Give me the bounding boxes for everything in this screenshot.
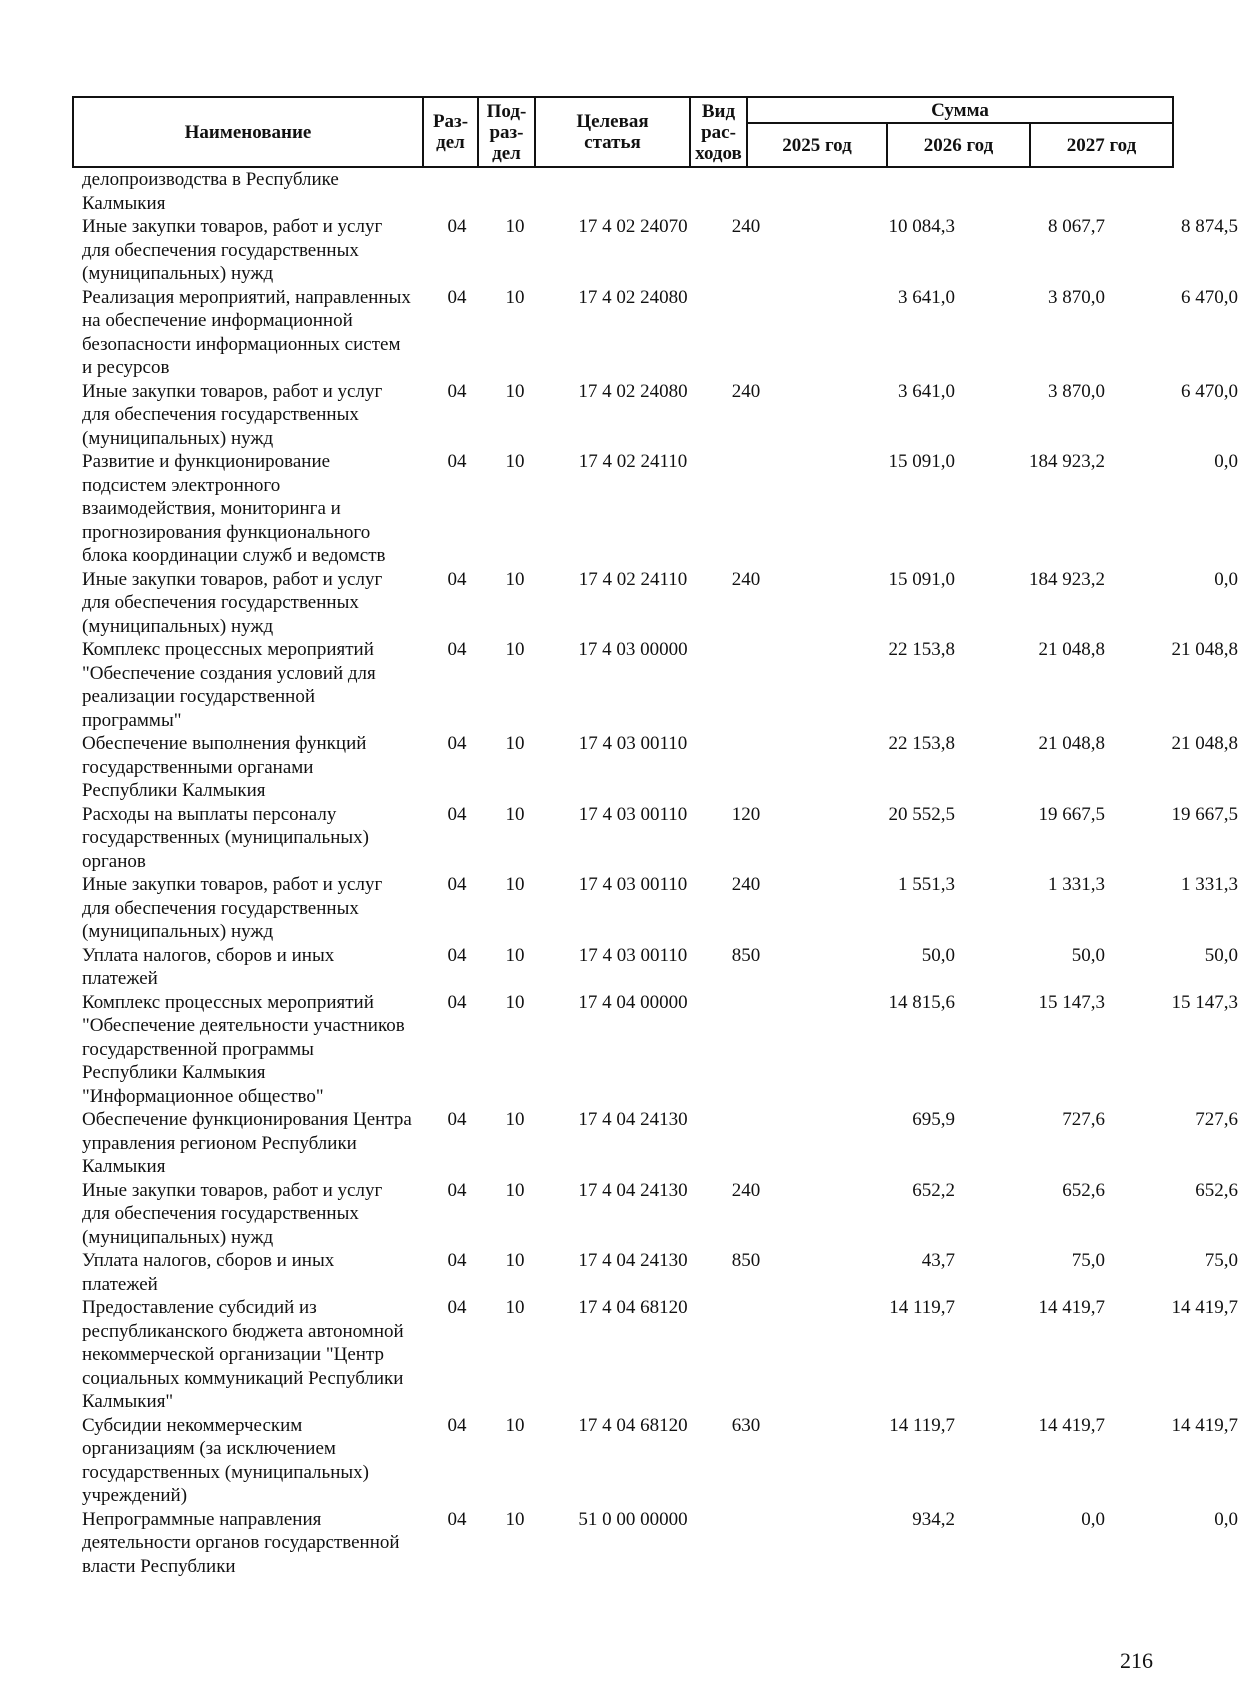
row-target-article: 17 4 03 00110 bbox=[578, 733, 688, 754]
row-sum-2027: 21 048,8 bbox=[1171, 733, 1238, 754]
row-podrazdel: 10 bbox=[505, 1109, 525, 1130]
row-name: Обеспечение выполнения функций государственными органами Республики Калмыкия bbox=[82, 733, 367, 801]
row-target-article: 17 4 04 00000 bbox=[578, 991, 688, 1013]
row-name: Иные закупки товаров, работ и услуг для обеспечения государственных (муниципальных) нужд bbox=[82, 1179, 383, 1248]
row-podrazdel: 10 bbox=[505, 639, 525, 660]
row-sum-2025: 14 119,7 bbox=[889, 1414, 955, 1436]
row-razdel: 04 bbox=[447, 1414, 467, 1436]
row-sum-2026: 75,0 bbox=[1071, 1250, 1105, 1271]
row-name: делопроизводства в Республике Калмыкия bbox=[82, 169, 339, 214]
row-sum-2027: 727,6 bbox=[1195, 1109, 1238, 1130]
header-year-2025: 2025 год bbox=[747, 123, 887, 167]
row-target-article: 17 4 04 24130 bbox=[578, 1179, 688, 1201]
row-name: Уплата налогов, сборов и иных платежей bbox=[82, 1250, 335, 1295]
header-name: Наименование bbox=[73, 97, 423, 167]
row-podrazdel: 10 bbox=[505, 1297, 525, 1318]
row-sum-2027: 14 419,7 bbox=[1171, 1297, 1238, 1318]
row-name: Обеспечение функционирования Центра управления регионом Республики Калмыкия bbox=[82, 1109, 412, 1177]
row-podrazdel: 10 bbox=[505, 1179, 525, 1201]
row-razdel: 04 bbox=[447, 286, 467, 308]
row-sum-2025: 934,2 bbox=[912, 1508, 955, 1530]
row-podrazdel: 10 bbox=[505, 944, 525, 966]
row-expense-type: 850 bbox=[731, 944, 761, 966]
row-name: Иные закупки товаров, работ и услуг для обеспечения государственных (муниципальных) нужд bbox=[82, 568, 383, 637]
table-row bbox=[72, 1296, 1238, 1414]
row-name: Комплекс процессных мероприятий "Обеспечение деятельности участников государственной программы Республики Калмыкия "Информационное общество" bbox=[82, 991, 405, 1107]
row-sum-2027: 15 147,3 bbox=[1171, 991, 1238, 1013]
row-podrazdel: 10 bbox=[505, 1508, 525, 1530]
row-podrazdel: 10 bbox=[505, 733, 525, 754]
row-target-article: 17 4 04 68120 bbox=[578, 1297, 688, 1318]
table-row bbox=[72, 991, 1238, 1109]
row-expense-type: 240 bbox=[731, 1179, 761, 1201]
row-sum-2026: 15 147,3 bbox=[1038, 991, 1105, 1013]
row-podrazdel: 10 bbox=[505, 451, 525, 472]
row-sum-2027: 1 331,3 bbox=[1181, 874, 1238, 895]
row-target-article: 17 4 03 00110 bbox=[578, 803, 688, 825]
row-sum-2025: 10 084,3 bbox=[888, 216, 955, 237]
row-expense-type: 120 bbox=[731, 803, 761, 825]
table-row bbox=[72, 286, 1238, 380]
table-row bbox=[72, 215, 1238, 286]
row-sum-2027: 0,0 bbox=[1214, 568, 1238, 590]
row-sum-2025: 22 153,8 bbox=[888, 733, 955, 754]
row-sum-2027: 6 470,0 bbox=[1181, 286, 1238, 308]
row-target-article: 17 4 02 24080 bbox=[578, 380, 688, 402]
row-sum-2026: 652,6 bbox=[1062, 1179, 1105, 1201]
table-row bbox=[72, 450, 1238, 568]
budget-table-page bbox=[72, 96, 1238, 1578]
row-razdel: 04 bbox=[447, 639, 467, 660]
row-target-article: 17 4 04 68120 bbox=[578, 1414, 688, 1436]
row-name: Развитие и функционирование подсистем электронного взаимодействия, мониторинга и прогнозирования функционального блока координации служб и ведомств bbox=[82, 451, 386, 566]
row-sum-2025: 695,9 bbox=[912, 1109, 955, 1130]
row-razdel: 04 bbox=[447, 803, 467, 825]
row-sum-2025: 43,7 bbox=[921, 1250, 955, 1271]
header-target-article: Целевая статья bbox=[535, 97, 690, 167]
row-name: Расходы на выплаты персоналу государственных (муниципальных) органов bbox=[82, 803, 369, 872]
table-row bbox=[72, 873, 1238, 944]
row-sum-2026: 184 923,2 bbox=[1029, 568, 1105, 590]
row-sum-2025: 20 552,5 bbox=[888, 803, 955, 825]
row-sum-2027: 652,6 bbox=[1195, 1179, 1238, 1201]
table-row bbox=[72, 568, 1238, 639]
row-target-article: 17 4 04 24130 bbox=[578, 1109, 688, 1130]
row-razdel: 04 bbox=[447, 216, 467, 237]
header-sum: Сумма bbox=[747, 97, 1173, 123]
row-podrazdel: 10 bbox=[505, 286, 525, 308]
row-podrazdel: 10 bbox=[505, 991, 525, 1013]
row-name: Предоставление субсидий из республиканского бюджета автономной некоммерческой организации "Центр социальных коммуникаций Республики Калмыкия" bbox=[82, 1297, 404, 1412]
row-sum-2025: 15 091,0 bbox=[888, 568, 955, 590]
row-sum-2025: 14 815,6 bbox=[888, 991, 955, 1013]
row-razdel: 04 bbox=[447, 1179, 467, 1201]
table-header bbox=[72, 96, 1174, 168]
row-target-article: 17 4 03 00110 bbox=[578, 874, 688, 895]
row-sum-2025: 50,0 bbox=[921, 944, 955, 966]
row-expense-type: 240 bbox=[731, 874, 761, 895]
row-razdel: 04 bbox=[447, 380, 467, 402]
row-sum-2027: 14 419,7 bbox=[1171, 1414, 1238, 1436]
row-target-article: 17 4 02 24110 bbox=[578, 451, 688, 472]
row-sum-2027: 75,0 bbox=[1204, 1250, 1238, 1271]
row-name: Уплата налогов, сборов и иных платежей bbox=[82, 944, 335, 989]
row-sum-2025: 22 153,8 bbox=[888, 639, 955, 660]
row-razdel: 04 bbox=[447, 944, 467, 966]
page-number: 216 bbox=[1120, 1648, 1153, 1673]
row-podrazdel: 10 bbox=[505, 568, 525, 590]
row-expense-type: 850 bbox=[731, 1250, 761, 1271]
row-target-article: 51 0 00 00000 bbox=[578, 1508, 688, 1530]
header-year-2027: 2027 год bbox=[1030, 123, 1173, 167]
table-row bbox=[72, 803, 1238, 874]
row-sum-2027: 50,0 bbox=[1204, 944, 1238, 966]
row-name: Реализация мероприятий, направленных на обеспечение информационной безопасности информационных систем и ресурсов bbox=[82, 286, 411, 378]
row-podrazdel: 10 bbox=[505, 380, 525, 402]
row-name: Иные закупки товаров, работ и услуг для обеспечения государственных (муниципальных) нужд bbox=[82, 216, 383, 284]
row-podrazdel: 10 bbox=[505, 1414, 525, 1436]
table-row bbox=[72, 1249, 1238, 1296]
row-sum-2025: 14 119,7 bbox=[889, 1297, 955, 1318]
row-podrazdel: 10 bbox=[505, 216, 525, 237]
row-sum-2026: 19 667,5 bbox=[1038, 803, 1105, 825]
row-razdel: 04 bbox=[447, 451, 467, 472]
row-sum-2027: 19 667,5 bbox=[1171, 803, 1238, 825]
row-sum-2026: 727,6 bbox=[1062, 1109, 1105, 1130]
row-target-article: 17 4 02 24070 bbox=[578, 216, 688, 237]
row-podrazdel: 10 bbox=[505, 874, 525, 895]
row-podrazdel: 10 bbox=[505, 1250, 525, 1271]
row-sum-2026: 3 870,0 bbox=[1048, 380, 1105, 402]
table-row bbox=[72, 1179, 1238, 1250]
row-expense-type: 240 bbox=[731, 380, 761, 402]
row-razdel: 04 bbox=[447, 1508, 467, 1530]
row-podrazdel: 10 bbox=[505, 803, 525, 825]
row-sum-2027: 0,0 bbox=[1214, 451, 1238, 472]
row-sum-2026: 14 419,7 bbox=[1038, 1297, 1105, 1318]
row-target-article: 17 4 02 24080 bbox=[578, 286, 688, 308]
header-podrazdel: Под- раз- дел bbox=[478, 97, 535, 167]
table-body bbox=[72, 168, 1238, 1578]
row-sum-2025: 15 091,0 bbox=[888, 451, 955, 472]
table-row bbox=[72, 944, 1238, 991]
row-sum-2026: 14 419,7 bbox=[1038, 1414, 1105, 1436]
row-razdel: 04 bbox=[447, 1297, 467, 1318]
table-row bbox=[72, 380, 1238, 451]
row-target-article: 17 4 04 24130 bbox=[578, 1250, 688, 1271]
row-name: Иные закупки товаров, работ и услуг для обеспечения государственных (муниципальных) нужд bbox=[82, 874, 383, 942]
row-sum-2026: 21 048,8 bbox=[1038, 639, 1105, 660]
row-target-article: 17 4 03 00110 bbox=[578, 944, 688, 966]
table-row bbox=[72, 1108, 1238, 1179]
row-sum-2026: 3 870,0 bbox=[1048, 286, 1105, 308]
row-expense-type: 240 bbox=[731, 568, 761, 590]
row-target-article: 17 4 03 00000 bbox=[578, 639, 688, 660]
header-expense-type: Вид рас- ходов bbox=[690, 97, 747, 167]
row-sum-2026: 1 331,3 bbox=[1048, 874, 1105, 895]
table-row bbox=[72, 168, 1172, 215]
row-sum-2026: 8 067,7 bbox=[1048, 216, 1105, 237]
table-row bbox=[72, 1414, 1238, 1508]
row-name: Непрограммные направления деятельности органов государственной власти Республики bbox=[82, 1508, 400, 1577]
row-razdel: 04 bbox=[447, 1250, 467, 1271]
row-razdel: 04 bbox=[447, 1109, 467, 1130]
row-sum-2025: 3 641,0 bbox=[898, 380, 955, 402]
row-sum-2027: 6 470,0 bbox=[1181, 380, 1238, 402]
table-row bbox=[72, 1508, 1238, 1579]
row-expense-type: 630 bbox=[731, 1414, 761, 1436]
row-sum-2026: 21 048,8 bbox=[1038, 733, 1105, 754]
row-sum-2027: 8 874,5 bbox=[1181, 216, 1238, 237]
row-sum-2027: 0,0 bbox=[1214, 1508, 1238, 1530]
row-name: Субсидии некоммерческим организациям (за исключением государственных (муниципальных) учреждений) bbox=[82, 1414, 369, 1506]
row-sum-2026: 184 923,2 bbox=[1029, 451, 1105, 472]
row-name: Иные закупки товаров, работ и услуг для обеспечения государственных (муниципальных) нужд bbox=[82, 380, 383, 449]
row-sum-2026: 0,0 bbox=[1081, 1508, 1105, 1530]
row-razdel: 04 bbox=[447, 733, 467, 754]
header-year-2026: 2026 год bbox=[887, 123, 1030, 167]
table-row bbox=[72, 638, 1238, 732]
row-razdel: 04 bbox=[447, 874, 467, 895]
header-razdel: Раз- дел bbox=[423, 97, 478, 167]
row-sum-2025: 3 641,0 bbox=[898, 286, 955, 308]
row-name: Комплекс процессных мероприятий "Обеспечение создания условий для реализации государственной программы" bbox=[82, 639, 376, 731]
row-sum-2025: 1 551,3 bbox=[898, 874, 955, 895]
row-sum-2027: 21 048,8 bbox=[1171, 639, 1238, 660]
row-razdel: 04 bbox=[447, 568, 467, 590]
row-sum-2025: 652,2 bbox=[912, 1179, 955, 1201]
row-razdel: 04 bbox=[447, 991, 467, 1013]
row-target-article: 17 4 02 24110 bbox=[578, 568, 688, 590]
row-expense-type: 240 bbox=[731, 216, 761, 237]
row-sum-2026: 50,0 bbox=[1071, 944, 1105, 966]
table-row bbox=[72, 732, 1238, 803]
